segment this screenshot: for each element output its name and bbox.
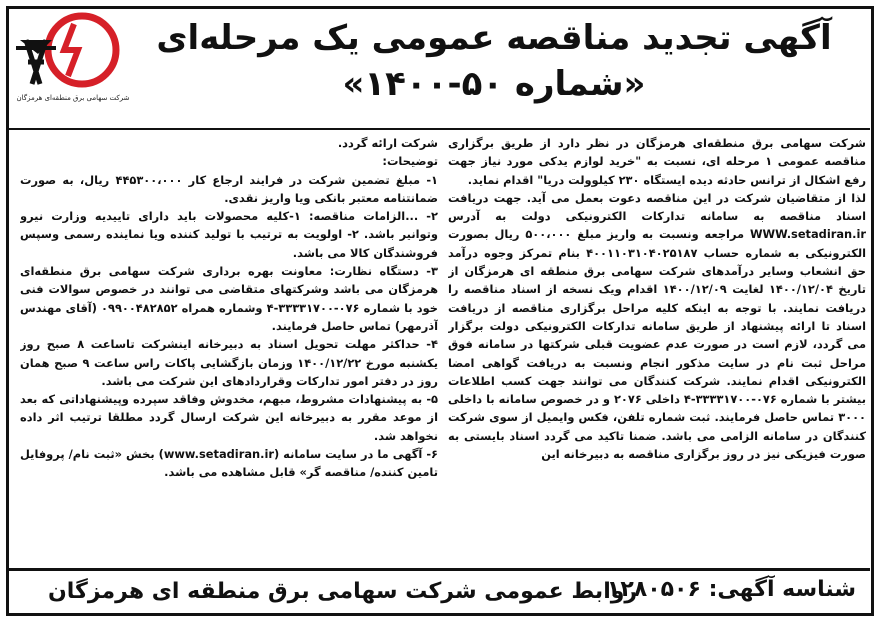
- notice-number: «شماره ۵۰-۱۴۰۰»: [342, 64, 646, 104]
- power-company-icon: [12, 10, 132, 94]
- note-item: ۶- آگهی ما در سایت سامانه (www.setadiran.ir) بخش «ثبت نام/ پروفایل تامین کننده/ مناقصه گر» قابل مشاهده می باشد.: [20, 447, 438, 480]
- note-item: ۳- دستگاه نظارت: معاونت بهره برداری شرکت سهامی برق منطقه‌ای هرمزگان می باشد وشرکتهای متقاضی می توانند در خصوص سوالات فنی خود با شماره ۰۷۶-۳۳۳۳۱۷۰۰-۴ وشماره همراه ۰۹۹۰۰۴۸۲۸۵۲ (آقای مهندس آذرمهر) تماس حاصل فرمایند.: [20, 264, 438, 333]
- note-item: ۴- حداکثر مهلت تحویل اسناد به دبیرخانه اینشرکت تاساعت ۸ صبح روز یکشنبه مورخ ۱۴۰۰/۱۲/۲۲ وزمان بازگشایی پاکات راس ساعت ۹ صبح همان روز در دفتر امور تدارکات وقراردادهای این شرکت می باشد.: [20, 337, 438, 388]
- left-text-column: [20, 134, 438, 566]
- notice-header: [8, 8, 872, 126]
- note-item: ۲- ...الزامات مناقصه: ۱-کلیه محصولات باید دارای تاییدیه وزارت نیرو وتوانیر باشد. ۲- اولویت به ترتیب با تولید کننده ویا نماینده رسمی وسپس فروشندگان کالا می باشد.: [20, 209, 438, 260]
- notes-heading: توضیحات:: [382, 154, 438, 169]
- publisher-line: روابط عمومی شرکت سهامی برق منطقه ای هرمزگان: [48, 579, 638, 604]
- notice-title: آگهی تجدید مناقصه عمومی یک مرحله‌ای: [156, 18, 832, 58]
- paragraph: شرکت سهامی برق منطقه‌ای هرمزگان در نظر دارد از طریق برگزاری مناقصه عمومی ۱ مرحله ای، نسبت به "خرید لوازم یدکی مورد نیاز جهت رفع اشکال از ترانس حادثه دیده ایستگاه ۲۳۰ کیلوولت دریا" اقدام نماید.: [448, 136, 866, 187]
- title-block: [124, 12, 864, 124]
- note-item: ۱- مبلغ تضمین شرکت در فرایند ارجاع کار ۴۴۵۳۰۰،۰۰۰ ریال، به صورت ضمانتنامه معتبر بانکی ویا واریز نقدی.: [20, 172, 438, 205]
- notice-footer: [8, 568, 870, 615]
- notice-id: شناسه آگهی: ۱۲۸۰۵۰۶: [606, 577, 856, 602]
- company-logo: [12, 10, 132, 122]
- paragraph: شرکت ارائه گردد.: [337, 136, 438, 150]
- right-text-column: [448, 134, 866, 566]
- header-divider: [8, 128, 870, 130]
- note-item: ۵- به پیشنهادات مشروط، مبهم، مخدوش وفاقد سپرده وپیشنهاداتی که بعد از موعد مقرر به دبیرخانه این شرکت ارسال گردد مطلقا ترتیب اثر داده نخواهد شد.: [20, 392, 438, 443]
- paragraph: لذا از متقاضیان شرکت در این مناقصه دعوت بعمل می آید. جهت دریافت اسناد مناقصه به سامانه تدارکات الکترونیکی دولت به آدرس WWW.setadiran.ir مراجعه ونسبت به واریز مبلغ ۵۰۰،۰۰۰ ریال بصورت الکترونیکی به شماره حساب ۴۰۰۱۱۰۳۱۰۴۰۲۵۱۸۷ بنام تمرکز وجوه درآمد حق انشعاب وسایر درآمدهای شرکت سهامی برق منطقه ای هرمزگان از تاریخ ۱۴۰۰/۱۲/۰۴ لغایت ۱۴۰۰/۱۲/۰۹ اقدام ویک نسخه از اسناد مناقصه را دریافت نمایند. با توجه به اینکه کلیه مراحل برگزاری مناقصه از دریافت اسناد تا ارائه پیشنهاد از طریق سامانه تدارکات الکترونیکی دولت برگزار می گردد، لازم است در صورت عدم عضویت قبلی شرکتها در سامانه فوق مراحل ثبت نام در سایت مذکور انجام ونسبت به دریافت گواهی امضا الکترونیکی اقدام نمایند. شرکت کنندگان می توانند جهت کسب اطلاعات بیشتر با شماره ۰۷۶-۳۳۳۳۱۷۰۰-۴ داخلی ۲۰۷۶ و در خصوص سامانه با داخلی ۳۰۰۰ تماس حاصل فرمایند. ثبت شماره تلفن، فکس وایمیل از سوی شرکت کنندگان در سامانه الزامی می باشد. ضمنا تاکید می گردد اسناد بایستی به صورت فیزیکی نیز در روز برگزاری مناقصه به دبیرخانه این: [448, 190, 866, 462]
- logo-caption: شرکت سهامی برق منطقه‌ای هرمزگان: [16, 94, 130, 102]
